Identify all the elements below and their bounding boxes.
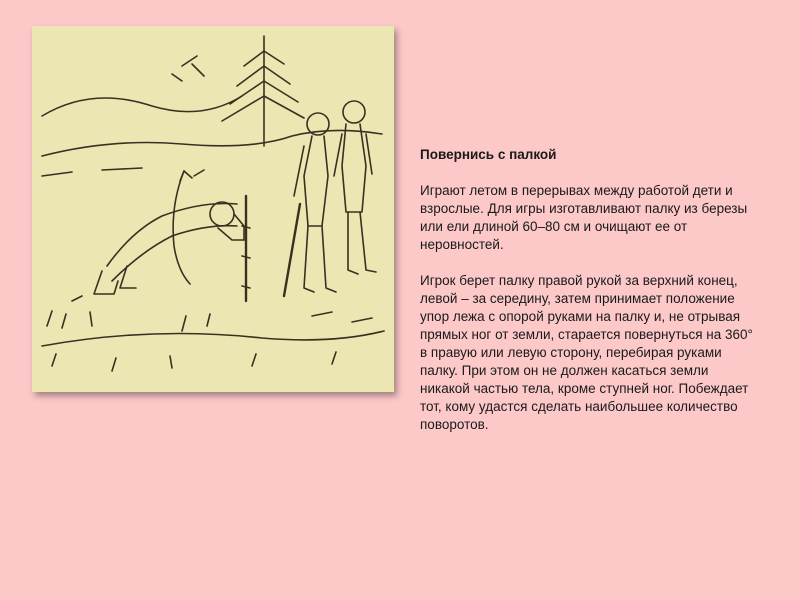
hill-line [42,96,242,116]
player-figure [94,202,244,294]
tree-icon [172,36,304,146]
boy-stick [284,204,300,296]
rules-text-block [420,146,760,452]
boy-figure-right [334,101,376,274]
game-illustration [32,26,394,392]
boy-figure-left [294,113,336,292]
game-description-paragraph: Играют летом в перерывах между работой дети и взрослые. Для игры изготавливают палку из березы или ели длиной 60–80 см и очищают ее от неровностей. [420,183,748,252]
game-rules-paragraph: Игрок берет палку правой рукой за верхний конец, левой – за середину, затем принимает положение упор лежа с опорой руками на палку и, не отрывая прямых ног от земли, старается повернуться на 360° в правую или левую сторону, перебирая руками палку. При этом он не должен касаться земли никакой частью тела, кроме ступней ног. Побеждает тот, кому удастся сделать наибольшее количество поворотов. [420,273,753,432]
game-title: Повернись с палкой [420,147,557,162]
illustration-drawing [32,26,394,392]
rotation-arrow [173,171,190,284]
horizon-line [42,130,382,156]
